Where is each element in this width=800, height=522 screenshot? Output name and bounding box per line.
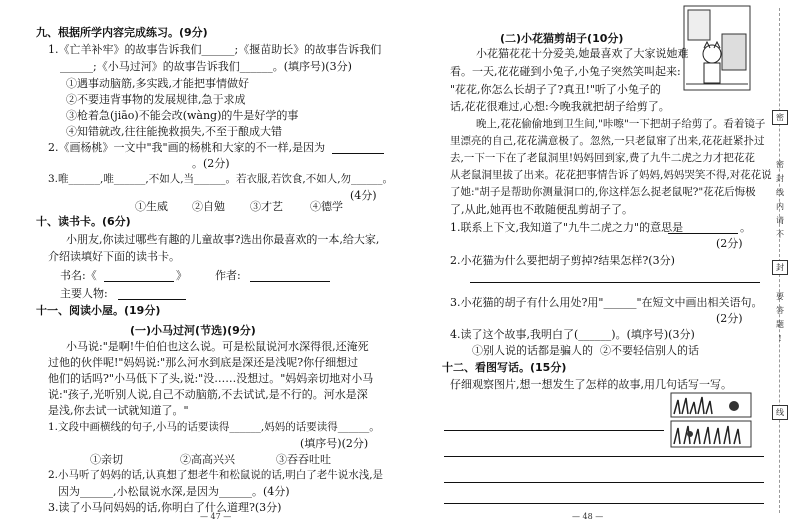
story2-q4: 4.读了这个故事,我明白了(______)。(填序号)(3分) [450,328,695,341]
story2-line1: 小花猫花花十分爱美,她最喜欢了大家说她难 [476,47,689,60]
q10-book-input[interactable] [104,281,174,282]
story2-line8: 从老鼠洞里拔了出来。花花把事情告诉了妈妈,妈妈哭笑不得,对花花说 [450,169,772,181]
q11-q1-opt1: ①亲切 [90,453,123,466]
q11-q1: 1.文段中画横线的句子,小马的话要读得______,妈妈的话要读得______。 [48,421,380,433]
q10-title: 十、读书卡。(6分) [36,215,131,228]
right-page [400,0,772,522]
q11-q1-score: (填序号)(2分) [300,437,369,450]
margin-label-middle: 封 [772,260,788,275]
q10-line2: 介绍读填好下面的读书卡。 [48,250,180,263]
q9-line1: 1.《亡羊补牢》的故事告诉我们______;《揠苗助长》的故事告诉我们 [48,43,382,56]
q11-title: 十一、阅读小屋。(19分) [36,304,161,317]
q12-write-line-4[interactable] [444,503,764,504]
q10-character-label: 主要人物: [60,287,108,300]
story2-q3: 3.小花猫的胡子有什么用处?用"______"在短文中画出相关语句。 [450,296,763,309]
q12-instruction: 仔细观察图片,想一想发生了怎样的故事,用几句话写一写。 [450,378,732,391]
q11-passage-5: 是浅,你去试一试就知道了。" [48,404,189,417]
q9-option3: ③枪着急(jiāo)不能会改(wàng)的牛是好学的事 [66,109,299,122]
margin-label-top: 密 [772,110,788,125]
q9-option4: ④知错就改,往往能挽救损失,不至于酿成大错 [66,125,282,138]
q11-q2-cont: 因为______,小松鼠说水深,是因为______。(4分) [58,485,290,498]
story2-line4: 话,花花很难过,心想:今晚我就把胡子给剪了。 [450,100,670,113]
story2-q3-score: (2分) [716,312,743,325]
q11-passage-1: 小马说:"是啊!牛伯伯也这么说。可是松鼠说河水深得很,还淹死 [66,340,369,353]
q11-q2: 2.小马听了妈妈的话,认真想了想老牛和松鼠说的话,明白了老牛说水浅,是 [48,469,384,481]
q12-title: 十二、看图写话。(15分) [442,361,567,374]
story2-q1-answer[interactable] [668,233,738,234]
q12-write-line-2[interactable] [444,456,764,457]
q12-write-line-1[interactable] [444,430,664,431]
story2-line5: 晚上,花花偷偷地到卫生间,"咔嚓"一下把胡子给剪了。看着镜子 [476,118,766,130]
q9-title: 九、根据所学内容完成练习。(9分) [36,26,208,39]
q10-author-input[interactable] [250,281,330,282]
q9-choice-3: ③才艺 [250,200,283,213]
q9-line4-score: (4分) [350,189,377,202]
margin-side-char-2: 封 [776,174,784,183]
q11-passage-2: 过他的伙伴呢!"妈妈说:"那么河水到底是深还是浅呢?你仔细想过 [48,356,359,369]
story2-line7: 去,一下一下在了老鼠洞里!妈妈回到家,费了九牛二虎之力才把花花 [450,152,755,164]
q9-line3: 2.《画杨桃》一文中"我"画的杨桃和大家的不一样,是因为 [48,141,326,154]
margin-side-char-9: 题 [776,320,784,329]
margin-side-char-1: 密 [776,160,784,169]
q10-book-label: 书名:《 [60,269,97,282]
story2-title: (二)小花猫剪胡子(10分) [500,32,624,45]
story2-q4-opt1: ①别人说的话都是骗人的 [472,344,593,357]
writing-picture-panels [670,392,752,448]
q9-option2: ②不要违背事物的发展规律,急于求成 [66,93,246,106]
story2-q1: 1.联系上下文,我知道了"九牛二虎之力"的意思是 [450,221,684,234]
q11-q1-opt3: ③吞吞吐吐 [276,453,331,466]
story2-line6: 里漂亮的自己,花花满意极了。忽然,一只老鼠窜了出来,花花赶紧扑过 [450,135,765,147]
story2-line10: 了,从此,她再也不敢随便乱剪胡子了。 [450,203,633,216]
q11-q3: 3.读了小马问妈妈的话,你明白了什么道理?(3分) [48,501,282,514]
margin-side-char-10: ! [778,334,782,343]
q9-answer-line[interactable] [332,153,384,154]
q10-book-end: 》 [176,269,187,282]
story2-line2: 看。一天,花花碰到小兔子,小兔子突然笑叫起来: [450,65,681,78]
story2-q2: 2.小花猫为什么要把胡子剪掉?结果怎样?(3分) [450,254,675,267]
q11-q1-opt2: ②高高兴兴 [180,453,235,466]
margin-side-char-6: 不 [776,230,784,239]
margin-side-char-7: 要 [776,292,784,301]
margin-label-bottom: 线 [772,405,788,420]
q9-line3-score: 。(2分) [192,157,230,170]
q9-option1: ①遇事动脑筋,多实践,才能把事情做好 [66,77,249,90]
q9-line4: 3.唯______,唯______,不如人,当______。若衣服,若饮食,不如人,勿______。 [48,173,394,185]
page-number-left: — 47 — [200,512,232,521]
q9-choice-2: ②自勉 [192,200,225,213]
q9-line2: ______;《小马过河》的故事告诉我们______。(填序号)(3分) [60,60,352,73]
margin-side-char-4: 内 [776,202,784,211]
story2-q1-end: 。 [740,221,751,234]
q10-character-input[interactable] [118,299,186,300]
story2-q4-opt2: ②不要轻信别人的话 [600,344,699,357]
q11-subtitle: (一)小马过河(节选)(9分) [130,324,256,337]
q12-write-line-3[interactable] [444,482,764,483]
q11-passage-4: 说:"孩子,光听别人说,自己不动脑筋,不去试试,是不行的。河水是深 [48,388,368,401]
margin-side-char-3: 线 [776,188,784,197]
q9-choice-1: ①生威 [135,200,168,213]
q10-author-label: 作者: [215,269,241,282]
q11-passage-3: 他们的话吗?"小马低下了头,说:"没……没想过。"妈妈亲切地对小马 [48,372,374,385]
page-number-right: — 48 — [572,512,604,521]
q9-choice-4: ④德学 [310,200,343,213]
story2-line3: "花花,你怎么长胡子了?真丑!"听了小兔子的 [450,83,661,96]
q10-line1: 小朋友,你读过哪些有趣的儿童故事?选出你最喜欢的一本,给大家, [66,233,380,246]
story2-q2-answer[interactable] [470,282,760,283]
cat-bathroom-illustration [682,4,752,92]
story2-line9: 了她:"胡子是帮助你测量洞口的,你这样怎么捉老鼠呢?"花花后悔极 [450,186,756,198]
margin-side-char-5: 请 [776,216,784,225]
story2-q1-score: (2分) [716,237,743,250]
margin-side-char-8: 答 [776,306,784,315]
